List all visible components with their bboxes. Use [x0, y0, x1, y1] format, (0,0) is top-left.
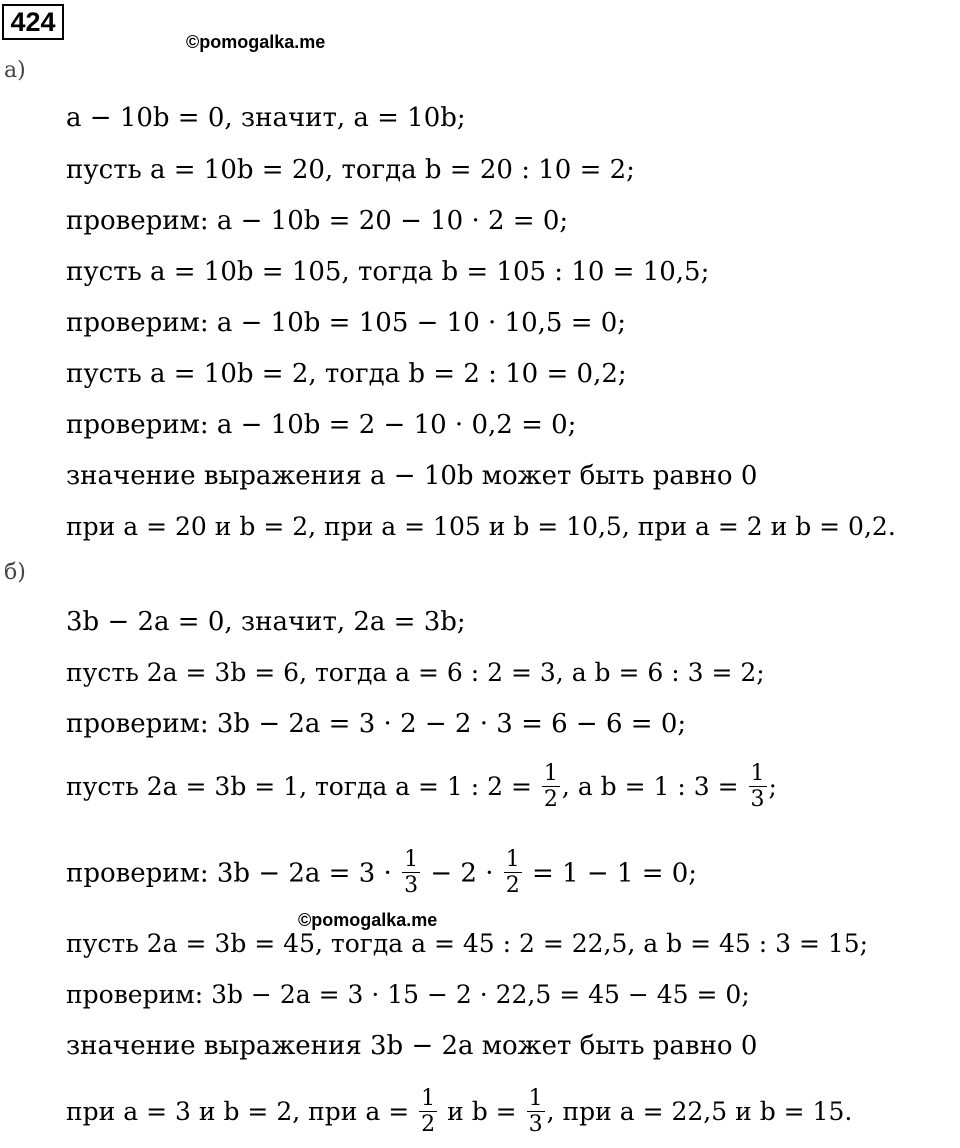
fraction: [749, 761, 767, 812]
part-b-line: 3b − 2a = 0, значит, 2a = 3b;: [66, 607, 466, 637]
part-b-line-fractions: [66, 849, 697, 900]
part-a-line: проверим: a − 10b = 2 − 10 · 0,2 = 0;: [66, 410, 577, 440]
fraction: [542, 761, 560, 812]
fraction-denominator: 3: [750, 787, 765, 812]
text-segment: ;: [768, 772, 777, 801]
fraction-denominator: 2: [505, 873, 520, 898]
fraction-denominator: 2: [421, 1112, 436, 1137]
part-a-line: пусть a = 10b = 105, тогда b = 105 : 10 = 10,5;: [66, 257, 710, 287]
text-segment: = 1 − 1 = 0;: [532, 858, 698, 889]
part-b-line: значение выражения 3b − 2a может быть равно 0: [66, 1031, 758, 1061]
fraction-numerator: 1: [421, 1086, 436, 1111]
part-a-line: значение выражения a − 10b может быть равно 0: [66, 461, 758, 491]
fraction: [419, 1086, 437, 1137]
text-segment: , при a = 22,5 и b = 15.: [546, 1097, 853, 1126]
part-b-line: пусть 2a = 3b = 45, тогда a = 45 : 2 = 22,5, а b = 45 : 3 = 15;: [66, 929, 869, 958]
fraction-numerator: 1: [404, 847, 419, 872]
part-a-line: a − 10b = 0, значит, a = 10b;: [66, 103, 466, 133]
part-a-line: пусть a = 10b = 2, тогда b = 2 : 10 = 0,2;: [66, 359, 627, 389]
part-a-line: проверим: a − 10b = 20 − 10 · 2 = 0;: [66, 206, 569, 236]
fraction-numerator: 1: [543, 761, 558, 786]
text-segment: пусть 2a = 3b = 1, тогда a = 1 : 2 =: [66, 772, 532, 801]
part-a-label: а): [4, 58, 26, 83]
text-segment: и b =: [447, 1097, 517, 1126]
watermark-top: ©pomogalka.me: [186, 32, 326, 52]
part-b-line-fractions: [66, 763, 777, 814]
text-segment: проверим: 3b − 2a = 3 ·: [66, 858, 392, 889]
part-a-line: при a = 20 и b = 2, при a = 105 и b = 10,5, при a = 2 и b = 0,2.: [66, 512, 896, 541]
fraction-numerator: 1: [528, 1086, 543, 1111]
exercise-number: 424: [2, 4, 64, 40]
part-b-label: б): [4, 560, 26, 585]
watermark-middle: ©pomogalka.me: [298, 910, 438, 930]
part-a-line: пусть a = 10b = 20, тогда b = 20 : 10 = 2;: [66, 155, 635, 185]
fraction-numerator: 1: [750, 761, 765, 786]
fraction-denominator: 2: [543, 787, 558, 812]
fraction: [504, 847, 522, 898]
part-b-line: проверим: 3b − 2a = 3 · 2 − 2 · 3 = 6 − 6 = 0;: [66, 709, 687, 739]
text-segment: − 2 ·: [430, 858, 494, 889]
fraction-numerator: 1: [505, 847, 520, 872]
fraction: [527, 1086, 545, 1137]
text-segment: при a = 3 и b = 2, при a =: [66, 1097, 410, 1126]
part-b-line: пусть 2a = 3b = 6, тогда a = 6 : 2 = 3, а b = 6 : 3 = 2;: [66, 658, 765, 687]
part-b-line: проверим: 3b − 2a = 3 · 15 − 2 · 22,5 = 45 − 45 = 0;: [66, 980, 750, 1009]
fraction-denominator: 3: [404, 873, 419, 898]
text-segment: , а b = 1 : 3 =: [561, 772, 739, 801]
fraction-denominator: 3: [528, 1112, 543, 1137]
part-a-line: проверим: a − 10b = 105 − 10 · 10,5 = 0;: [66, 308, 627, 338]
part-b-line-fractions: [66, 1088, 852, 1139]
fraction: [402, 847, 420, 898]
